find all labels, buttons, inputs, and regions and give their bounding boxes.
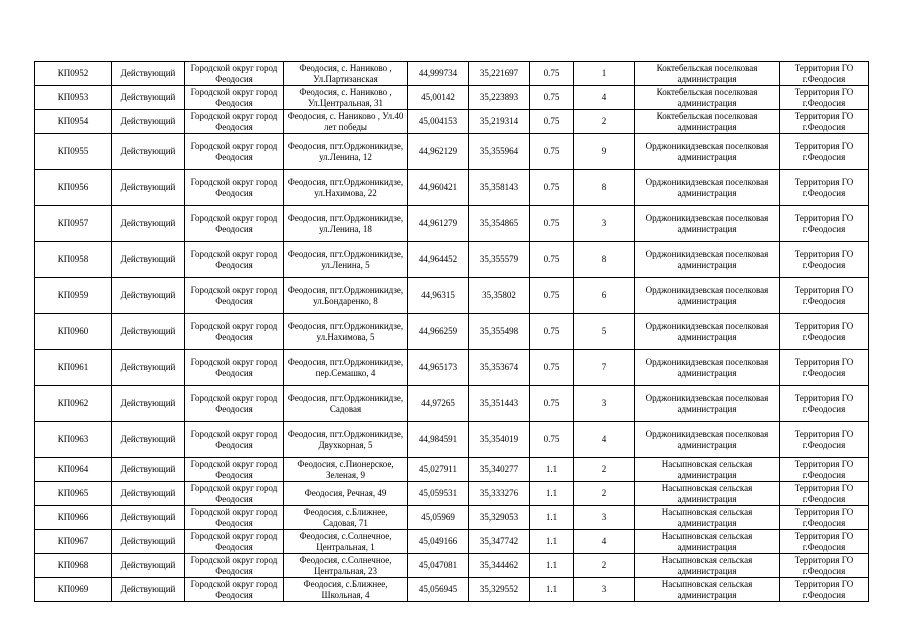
volume-cell: 0.75 [530, 242, 574, 278]
longitude-cell: 35,355498 [469, 314, 530, 350]
table-body [35, 62, 869, 602]
latitude-cell: 45,00142 [408, 86, 469, 110]
territory-cell: Территория ГО г.Феодосия [780, 278, 869, 314]
territory-cell: Территория ГО г.Феодосия [780, 530, 869, 554]
latitude-cell: 45,056945 [408, 578, 469, 602]
latitude-cell: 44,999734 [408, 62, 469, 86]
status-cell: Действующий [112, 314, 185, 350]
table-row [35, 350, 869, 386]
administration-cell: Орджоникидзевская поселковая администрация [635, 206, 780, 242]
address-cell: Феодосия, пгт.Орджоникидзе, Садовая [284, 386, 408, 422]
municipality-cell: Городской округ город Феодосия [185, 482, 284, 506]
territory-cell: Территория ГО г.Феодосия [780, 506, 869, 530]
territory-cell: Территория ГО г.Феодосия [780, 350, 869, 386]
volume-cell: 1.1 [530, 458, 574, 482]
municipality-cell: Городской округ город Феодосия [185, 206, 284, 242]
longitude-cell: 35,344462 [469, 554, 530, 578]
volume-cell: 0.75 [530, 206, 574, 242]
municipality-cell: Городской округ город Феодосия [185, 422, 284, 458]
address-cell: Феодосия, с.Солнечное, Центральная, 1 [284, 530, 408, 554]
volume-cell: 1.1 [530, 554, 574, 578]
territory-cell: Территория ГО г.Феодосия [780, 170, 869, 206]
table-row [35, 506, 869, 530]
status-cell: Действующий [112, 458, 185, 482]
latitude-cell: 44,97265 [408, 386, 469, 422]
address-cell: Феодосия, пгт.Орджоникидзе, ул.Ленина, 12 [284, 134, 408, 170]
volume-cell: 0.75 [530, 422, 574, 458]
address-cell: Феодосия, пгт.Орджоникидзе, ул.Ленина, 18 [284, 206, 408, 242]
longitude-cell: 35,333276 [469, 482, 530, 506]
volume-cell: 0.75 [530, 170, 574, 206]
territory-cell: Территория ГО г.Феодосия [780, 86, 869, 110]
site-id-cell: КП0954 [35, 110, 112, 134]
volume-cell: 1.1 [530, 506, 574, 530]
table-row [35, 110, 869, 134]
administration-cell: Орджоникидзевская поселковая администрация [635, 422, 780, 458]
longitude-cell: 35,353674 [469, 350, 530, 386]
status-cell: Действующий [112, 386, 185, 422]
longitude-cell: 35,219314 [469, 110, 530, 134]
municipality-cell: Городской округ город Феодосия [185, 278, 284, 314]
address-cell: Феодосия, с. Наниково , Ул.Партизанская [284, 62, 408, 86]
container-sites-table [34, 61, 869, 602]
longitude-cell: 35,221697 [469, 62, 530, 86]
status-cell: Действующий [112, 110, 185, 134]
volume-cell: 1.1 [530, 578, 574, 602]
territory-cell: Территория ГО г.Феодосия [780, 458, 869, 482]
site-id-cell: КП0962 [35, 386, 112, 422]
table-row [35, 134, 869, 170]
municipality-cell: Городской округ город Феодосия [185, 530, 284, 554]
administration-cell: Насыпновская сельская администрация [635, 554, 780, 578]
municipality-cell: Городской округ город Феодосия [185, 314, 284, 350]
latitude-cell: 44,966259 [408, 314, 469, 350]
administration-cell: Насыпновская сельская администрация [635, 530, 780, 554]
container-count-cell: 9 [574, 134, 635, 170]
address-cell: Феодосия, с. Наниково , Ул.40 лет победы [284, 110, 408, 134]
status-cell: Действующий [112, 170, 185, 206]
territory-cell: Территория ГО г.Феодосия [780, 134, 869, 170]
site-id-cell: КП0966 [35, 506, 112, 530]
container-count-cell: 2 [574, 482, 635, 506]
latitude-cell: 45,059531 [408, 482, 469, 506]
site-id-cell: КП0952 [35, 62, 112, 86]
table-row [35, 314, 869, 350]
site-id-cell: КП0967 [35, 530, 112, 554]
administration-cell: Орджоникидзевская поселковая администрация [635, 314, 780, 350]
municipality-cell: Городской округ город Феодосия [185, 506, 284, 530]
site-id-cell: КП0957 [35, 206, 112, 242]
territory-cell: Территория ГО г.Феодосия [780, 314, 869, 350]
territory-cell: Территория ГО г.Феодосия [780, 482, 869, 506]
administration-cell: Насыпновская сельская администрация [635, 482, 780, 506]
latitude-cell: 44,960421 [408, 170, 469, 206]
administration-cell: Орджоникидзевская поселковая администрация [635, 278, 780, 314]
table-row [35, 482, 869, 506]
administration-cell: Коктебельская поселковая администрация [635, 110, 780, 134]
site-id-cell: КП0963 [35, 422, 112, 458]
longitude-cell: 35,358143 [469, 170, 530, 206]
municipality-cell: Городской округ город Феодосия [185, 110, 284, 134]
territory-cell: Территория ГО г.Феодосия [780, 422, 869, 458]
longitude-cell: 35,354865 [469, 206, 530, 242]
status-cell: Действующий [112, 482, 185, 506]
municipality-cell: Городской округ город Феодосия [185, 458, 284, 482]
volume-cell: 1.1 [530, 530, 574, 554]
territory-cell: Территория ГО г.Феодосия [780, 62, 869, 86]
address-cell: Феодосия, пгт.Орджоникидзе, Двухкорная, 5 [284, 422, 408, 458]
site-id-cell: КП0964 [35, 458, 112, 482]
status-cell: Действующий [112, 86, 185, 110]
status-cell: Действующий [112, 530, 185, 554]
latitude-cell: 45,05969 [408, 506, 469, 530]
site-id-cell: КП0956 [35, 170, 112, 206]
latitude-cell: 45,027911 [408, 458, 469, 482]
municipality-cell: Городской округ город Феодосия [185, 86, 284, 110]
site-id-cell: КП0958 [35, 242, 112, 278]
address-cell: Феодосия, пгт.Орджоникидзе, ул.Ленина, 5 [284, 242, 408, 278]
status-cell: Действующий [112, 554, 185, 578]
longitude-cell: 35,351443 [469, 386, 530, 422]
container-count-cell: 4 [574, 530, 635, 554]
longitude-cell: 35,340277 [469, 458, 530, 482]
latitude-cell: 45,004153 [408, 110, 469, 134]
longitude-cell: 35,347742 [469, 530, 530, 554]
container-count-cell: 1 [574, 62, 635, 86]
administration-cell: Насыпновская сельская администрация [635, 458, 780, 482]
administration-cell: Орджоникидзевская поселковая администрация [635, 386, 780, 422]
volume-cell: 0.75 [530, 134, 574, 170]
territory-cell: Территория ГО г.Феодосия [780, 578, 869, 602]
volume-cell: 0.75 [530, 386, 574, 422]
table-row [35, 278, 869, 314]
territory-cell: Территория ГО г.Феодосия [780, 554, 869, 578]
table-row [35, 386, 869, 422]
container-count-cell: 6 [574, 278, 635, 314]
container-count-cell: 4 [574, 86, 635, 110]
longitude-cell: 35,223893 [469, 86, 530, 110]
table-row [35, 578, 869, 602]
administration-cell: Орджоникидзевская поселковая администрация [635, 134, 780, 170]
table-row [35, 86, 869, 110]
municipality-cell: Городской округ город Феодосия [185, 170, 284, 206]
longitude-cell: 35,354019 [469, 422, 530, 458]
longitude-cell: 35,355964 [469, 134, 530, 170]
address-cell: Феодосия, пгт.Орджоникидзе, ул.Бондаренко, 8 [284, 278, 408, 314]
site-id-cell: КП0969 [35, 578, 112, 602]
municipality-cell: Городской округ город Феодосия [185, 134, 284, 170]
container-count-cell: 3 [574, 578, 635, 602]
container-count-cell: 3 [574, 206, 635, 242]
volume-cell: 0.75 [530, 350, 574, 386]
latitude-cell: 44,962129 [408, 134, 469, 170]
territory-cell: Территория ГО г.Феодосия [780, 386, 869, 422]
container-count-cell: 8 [574, 170, 635, 206]
table-row [35, 62, 869, 86]
latitude-cell: 44,984591 [408, 422, 469, 458]
municipality-cell: Городской округ город Феодосия [185, 62, 284, 86]
municipality-cell: Городской округ город Феодосия [185, 386, 284, 422]
container-count-cell: 3 [574, 386, 635, 422]
address-cell: Феодосия, Речная, 49 [284, 482, 408, 506]
table-row [35, 206, 869, 242]
territory-cell: Территория ГО г.Феодосия [780, 242, 869, 278]
volume-cell: 0.75 [530, 62, 574, 86]
longitude-cell: 35,329053 [469, 506, 530, 530]
municipality-cell: Городской округ город Феодосия [185, 578, 284, 602]
volume-cell: 1.1 [530, 482, 574, 506]
table-row [35, 458, 869, 482]
territory-cell: Территория ГО г.Феодосия [780, 110, 869, 134]
administration-cell: Коктебельская поселковая администрация [635, 86, 780, 110]
table-row [35, 530, 869, 554]
status-cell: Действующий [112, 62, 185, 86]
administration-cell: Коктебельская поселковая администрация [635, 62, 780, 86]
site-id-cell: КП0953 [35, 86, 112, 110]
site-id-cell: КП0965 [35, 482, 112, 506]
address-cell: Феодосия, с. Наниково , Ул.Центральная, 31 [284, 86, 408, 110]
administration-cell: Насыпновская сельская администрация [635, 578, 780, 602]
longitude-cell: 35,35802 [469, 278, 530, 314]
site-id-cell: КП0960 [35, 314, 112, 350]
latitude-cell: 45,049166 [408, 530, 469, 554]
container-count-cell: 2 [574, 554, 635, 578]
latitude-cell: 44,96315 [408, 278, 469, 314]
table-row [35, 554, 869, 578]
table-row [35, 422, 869, 458]
status-cell: Действующий [112, 422, 185, 458]
container-count-cell: 4 [574, 422, 635, 458]
municipality-cell: Городской округ город Феодосия [185, 554, 284, 578]
address-cell: Феодосия, с.Пионерское, Зеленая, 9 [284, 458, 408, 482]
status-cell: Действующий [112, 506, 185, 530]
administration-cell: Орджоникидзевская поселковая администрация [635, 350, 780, 386]
administration-cell: Насыпновская сельская администрация [635, 506, 780, 530]
site-id-cell: КП0959 [35, 278, 112, 314]
table-row [35, 170, 869, 206]
container-count-cell: 5 [574, 314, 635, 350]
table-row [35, 242, 869, 278]
address-cell: Феодосия, с.Ближнее, Садовая, 71 [284, 506, 408, 530]
status-cell: Действующий [112, 278, 185, 314]
administration-cell: Орджоникидзевская поселковая администрация [635, 242, 780, 278]
status-cell: Действующий [112, 350, 185, 386]
status-cell: Действующий [112, 206, 185, 242]
latitude-cell: 44,964452 [408, 242, 469, 278]
container-count-cell: 2 [574, 110, 635, 134]
latitude-cell: 44,961279 [408, 206, 469, 242]
municipality-cell: Городской округ город Феодосия [185, 242, 284, 278]
territory-cell: Территория ГО г.Феодосия [780, 206, 869, 242]
latitude-cell: 45,047081 [408, 554, 469, 578]
volume-cell: 0.75 [530, 314, 574, 350]
municipality-cell: Городской округ город Феодосия [185, 350, 284, 386]
status-cell: Действующий [112, 578, 185, 602]
address-cell: Феодосия, пгт.Орджоникидзе, пер.Семашко, 4 [284, 350, 408, 386]
container-count-cell: 7 [574, 350, 635, 386]
longitude-cell: 35,329552 [469, 578, 530, 602]
address-cell: Феодосия, пгт.Орджоникидзе, ул.Нахимова, 22 [284, 170, 408, 206]
volume-cell: 0.75 [530, 278, 574, 314]
administration-cell: Орджоникидзевская поселковая администрация [635, 170, 780, 206]
container-count-cell: 3 [574, 506, 635, 530]
volume-cell: 0.75 [530, 110, 574, 134]
volume-cell: 0.75 [530, 86, 574, 110]
address-cell: Феодосия, с.Солнечное, Центральная, 23 [284, 554, 408, 578]
latitude-cell: 44,965173 [408, 350, 469, 386]
container-count-cell: 8 [574, 242, 635, 278]
site-id-cell: КП0968 [35, 554, 112, 578]
container-count-cell: 2 [574, 458, 635, 482]
address-cell: Феодосия, с.Ближнее, Школьная, 4 [284, 578, 408, 602]
status-cell: Действующий [112, 134, 185, 170]
site-id-cell: КП0961 [35, 350, 112, 386]
longitude-cell: 35,355579 [469, 242, 530, 278]
address-cell: Феодосия, пгт.Орджоникидзе, ул.Нахимова, 5 [284, 314, 408, 350]
status-cell: Действующий [112, 242, 185, 278]
site-id-cell: КП0955 [35, 134, 112, 170]
